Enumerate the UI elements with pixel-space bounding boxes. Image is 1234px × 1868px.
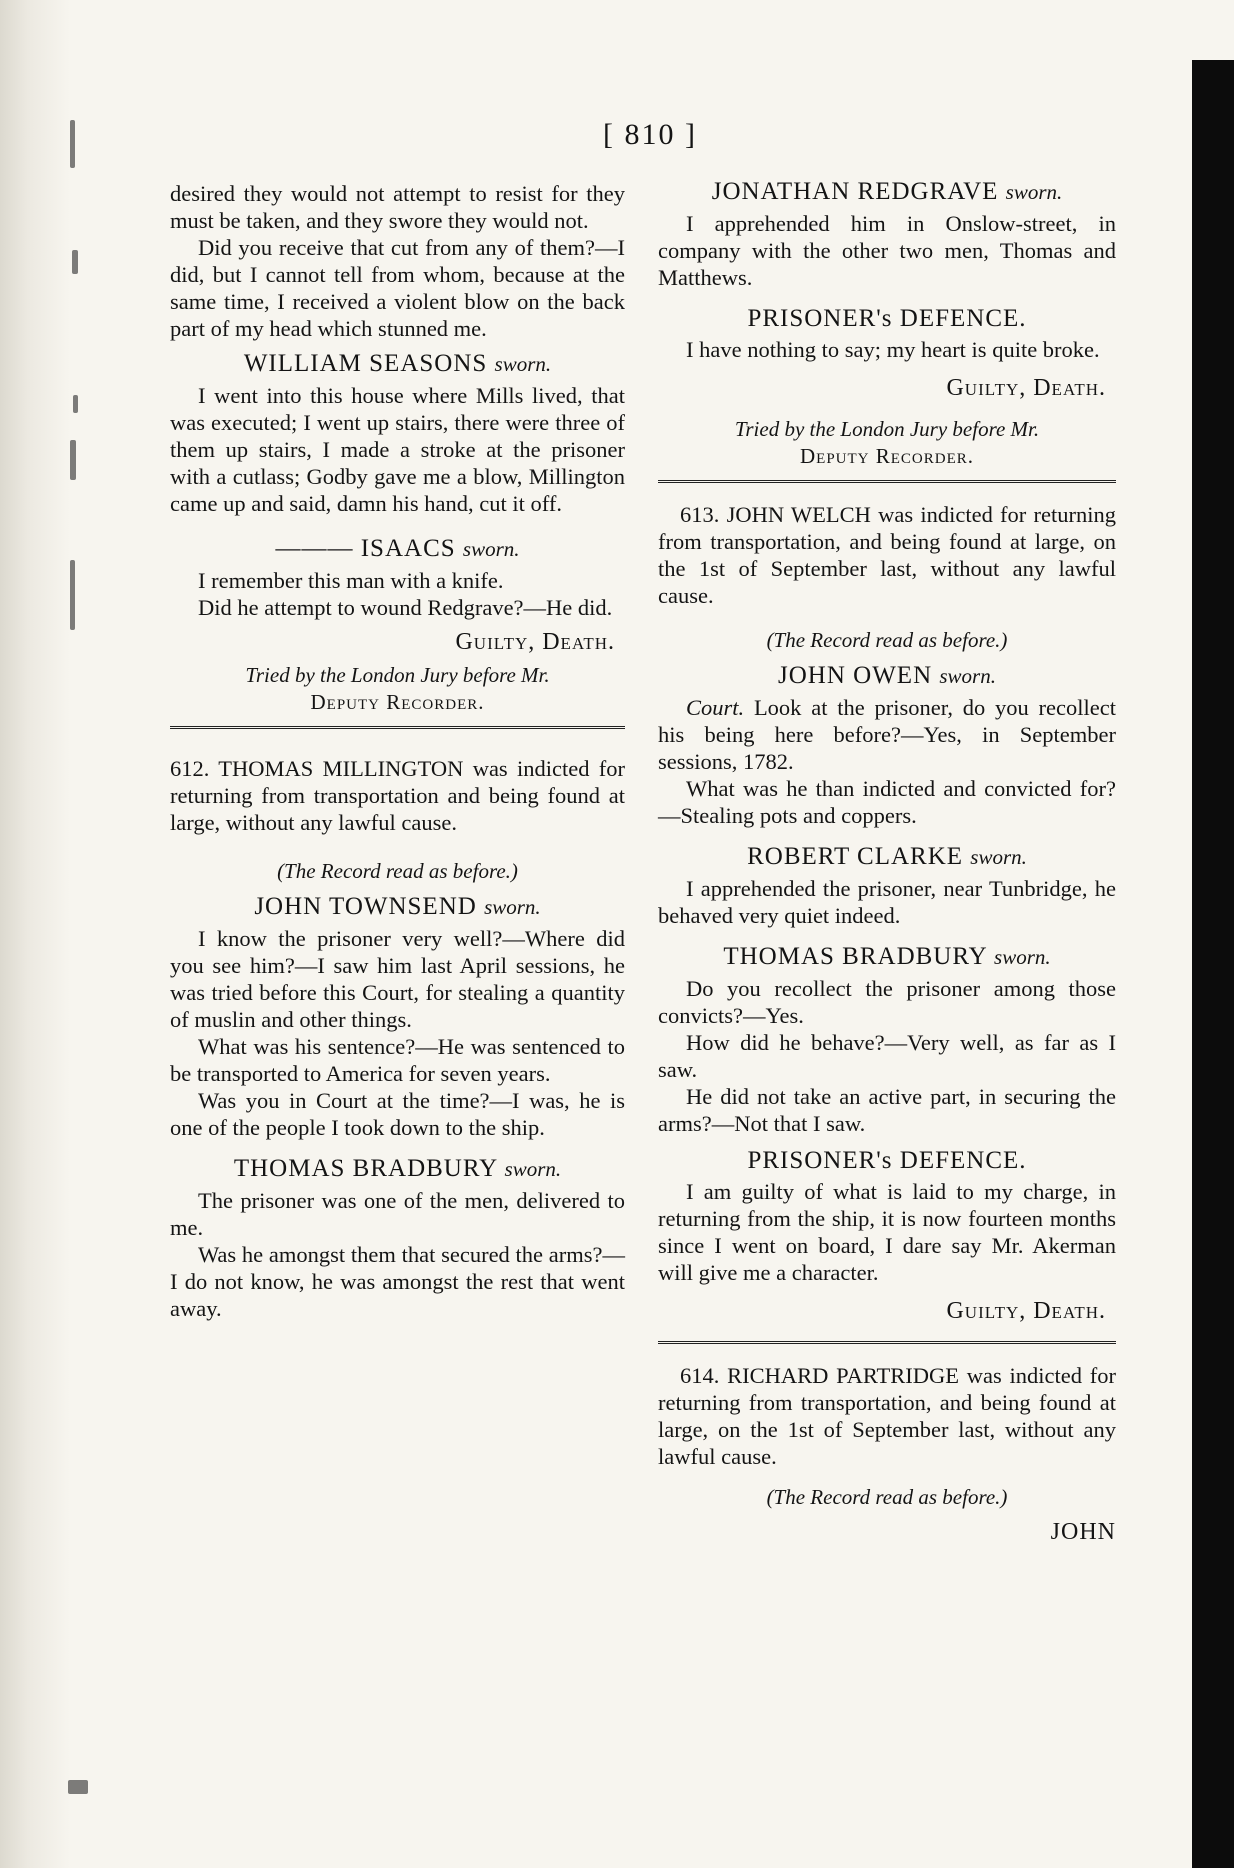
testimony: I have nothing to say; my heart is quite broke. <box>686 337 1100 362</box>
witness-name: JOHN OWEN <box>778 662 933 689</box>
scan-speck <box>68 1780 88 1794</box>
tried-by: Tried by the London Jury before Mr. <box>734 417 1040 441</box>
sworn-label: sworn. <box>939 664 996 688</box>
section-rule <box>658 1341 1116 1344</box>
witness-name: THOMAS BRADBURY <box>723 943 987 970</box>
witness-name: ——— ISAACS <box>275 535 456 562</box>
verdict: Guilty, Death. <box>455 629 615 655</box>
witness-name: THOMAS BRADBURY <box>233 1155 498 1182</box>
case-heading: 613. JOHN WELCH was indicted for returning from transportation, and being found at large, on the 1st of September last, without any lawful cause. <box>658 502 1116 608</box>
scan-speck <box>73 395 78 413</box>
deputy-recorder: Deputy Recorder. <box>799 444 974 468</box>
record-note: (The Record read as before.) <box>277 859 518 883</box>
witness-heading <box>658 843 1116 871</box>
scan-speck <box>72 250 78 274</box>
defence-heading: PRISONER's DEFENCE. <box>747 305 1027 332</box>
paragraph: Did you receive that cut from any of them?—I did, but I cannot tell from whom, because at the same time, I received a violent blow on the back part of my head which stunned me. <box>170 235 625 341</box>
witness-heading <box>658 943 1116 971</box>
speaker-label: Court. <box>686 695 745 720</box>
sworn-label: sworn. <box>1005 180 1063 204</box>
case-heading: 612. THOMAS MILLINGTON was indicted for returning from transportation and being found at large, without any lawful cause. <box>170 756 625 835</box>
testimony: I am guilty of what is laid to my charge, in returning from the ship, it is now fourteen months since I went on board, I dare say Mr. Akerman will give me a character. <box>658 1179 1116 1285</box>
verdict: Guilty, Death. <box>946 375 1106 401</box>
witness-heading <box>658 662 1116 690</box>
scan-border-bar <box>1192 60 1234 1868</box>
testimony: He did not take an active part, in securing the arms?—Not that I saw. <box>658 1084 1116 1136</box>
case-heading: 614. RICHARD PARTRIDGE was indicted for returning from transportation, and being found at large, on the 1st of September last, without any lawful cause. <box>658 1363 1116 1469</box>
testimony: I remember this man with a knife. <box>198 568 504 593</box>
witness-heading <box>658 178 1116 206</box>
testimony: I went into this house where Mills lived, that was executed; I went up stairs, there were three of them up stairs, I made a stroke at the prisoner with a cutlass; Godby gave me a blow, Millington came up and said, damn his hand, cut it off. <box>170 383 625 516</box>
testimony: How did he behave?—Very well, as far as I saw. <box>658 1030 1116 1082</box>
witness-name: WILLIAM SEASONS <box>243 350 488 377</box>
witness-name: ROBERT CLARKE <box>747 843 964 870</box>
verdict: Guilty, Death. <box>946 1298 1106 1324</box>
sworn-label: sworn. <box>462 537 520 561</box>
sworn-label: sworn. <box>494 352 552 376</box>
testimony: I apprehended the prisoner, near Tunbridge, he behaved very quiet indeed. <box>658 876 1116 928</box>
right-column <box>658 180 1116 1546</box>
record-note: (The Record read as before.) <box>766 1485 1008 1509</box>
scan-speck <box>70 120 75 168</box>
testimony: What was he than indicted and convicted for?—Stealing pots and coppers. <box>658 776 1116 828</box>
testimony: Did he attempt to wound Redgrave?—He did. <box>198 595 613 620</box>
testimony <box>658 694 1116 775</box>
witness-heading <box>170 893 625 921</box>
scan-speck <box>70 560 75 630</box>
sworn-label: sworn. <box>994 945 1051 969</box>
page-number: [ 810 ] <box>603 118 697 151</box>
record-note: (The Record read as before.) <box>766 628 1008 652</box>
sworn-label: sworn. <box>484 895 541 919</box>
section-rule <box>170 726 625 729</box>
testimony: The prisoner was one of the men, delivered to me. <box>170 1188 625 1240</box>
page-left-edge-shadow <box>0 0 70 1868</box>
testimony: Was he amongst them that secured the arms?—I do not know, he was amongst the rest that went away. <box>170 1242 625 1321</box>
witness-name: JOHN TOWNSEND <box>254 893 477 920</box>
catchword: JOHN <box>1050 1519 1116 1545</box>
deputy-recorder: Deputy Recorder. <box>310 690 485 714</box>
scan-speck <box>70 440 76 480</box>
sworn-label: sworn. <box>970 845 1027 869</box>
defence-heading: PRISONER's DEFENCE. <box>747 1147 1027 1174</box>
tried-by: Tried by the London Jury before Mr. <box>245 663 550 687</box>
sworn-label: sworn. <box>504 1157 562 1181</box>
witness-heading <box>170 350 625 378</box>
continued-text: desired they would not attempt to resist for they must be taken, and they swore they would not. <box>170 181 625 233</box>
testimony: Do you recollect the prisoner among those convicts?—Yes. <box>658 976 1116 1028</box>
testimony: I know the prisoner very well?—Where did you see him?—I saw him last April sessions, he was tried before this Court, for stealing a quantity of muslin and other things. <box>170 926 625 1032</box>
witness-heading <box>170 535 625 563</box>
section-rule <box>658 480 1116 483</box>
testimony: What was his sentence?—He was sentenced to be transported to America for seven years. <box>170 1034 625 1086</box>
witness-heading <box>170 1155 625 1183</box>
left-column <box>170 180 625 1322</box>
testimony: I apprehended him in Onslow-street, in company with the other two men, Thomas and Matthews. <box>658 211 1116 290</box>
witness-name: JONATHAN REDGRAVE <box>711 178 999 205</box>
testimony: Was you in Court at the time?—I was, he is one of the people I took down to the ship. <box>170 1088 625 1140</box>
testimony-text: Look at the prisoner, do you recollect his being here before?—Yes, in September sessions, 1782. <box>658 695 1117 774</box>
